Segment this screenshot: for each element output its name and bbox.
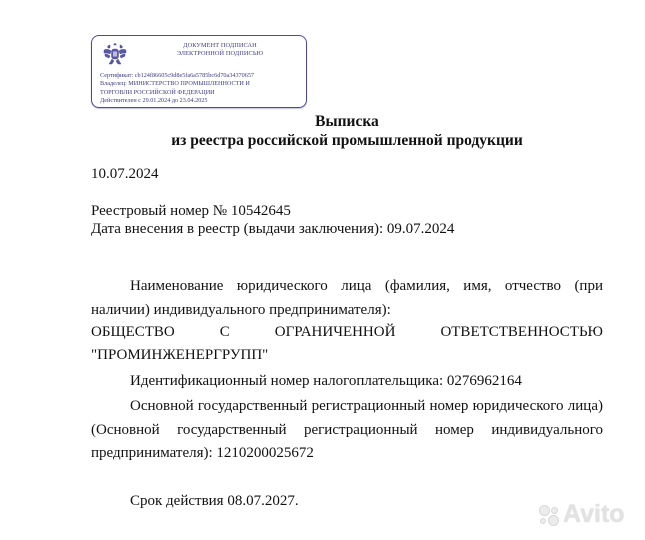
document-date: 10.07.2024: [91, 166, 159, 182]
registry-number: Реестровый номер № 10542645: [91, 203, 291, 219]
entity-name-word: ОБЩЕСТВО: [91, 324, 175, 340]
stamp-header-line2: ЭЛЕКТРОННОЙ ПОДПИСЬЮ: [176, 50, 264, 57]
entity-name-line2: "ПРОМИНЖЕНЕРГРУПП": [91, 347, 269, 363]
avito-dots-icon: [537, 503, 561, 527]
validity-term: Срок действия 08.07.2027.: [130, 493, 299, 509]
stamp-details: [100, 72, 302, 105]
avito-watermark-text: Avito: [563, 500, 625, 528]
avito-watermark: [537, 500, 625, 529]
electronic-signature-stamp: [91, 35, 307, 108]
document-title: Выписка: [315, 113, 379, 130]
registry-date: Дата внесения в реестр (выдачи заключения): 09.07.2024: [91, 221, 455, 237]
entity-name-word: ОТВЕТСТВЕННОСТЬЮ: [440, 324, 603, 340]
stamp-header: [142, 42, 298, 58]
document-subtitle: из реестра российской промышленной продукции: [171, 132, 523, 149]
entity-name-line1: [91, 324, 603, 341]
stamp-owner-line2: ТОРГОВЛИ РОССИЙСКОЙ ФЕДЕРАЦИИ: [100, 88, 215, 96]
stamp-owner-line1: Владелец: МИНИСТЕРСТВО ПРОМЫШЛЕННОСТИ И: [100, 80, 250, 88]
inn-line: Идентификационный номер налогоплательщика: 0276962164: [130, 373, 522, 389]
stamp-certificate: Сертификат: cb124f86605c9d8e5fa6a5785bc6d70a34370657: [100, 72, 255, 79]
ogrn-paragraph: [91, 395, 603, 466]
entity-label-paragraph: [91, 275, 603, 322]
eagle-emblem-icon: [101, 40, 129, 68]
entity-name-word: ОГРАНИЧЕННОЙ: [274, 324, 396, 340]
ogrn-text: Основной государственный регистрационный номер юридического лица) (Основной государственный регистрационный номер индивидуального предпринимателя): 1210200025672: [91, 398, 603, 461]
entity-name-word: С: [219, 324, 230, 340]
entity-label: Наименование юридического лица (фамилия, имя, отчество (при наличии) индивидуального предпринимателя):: [91, 278, 603, 318]
stamp-validity: Действителен с 29.01.2024 до 23.04.2025: [100, 96, 208, 104]
stamp-header-line1: ДОКУМЕНТ ПОДПИСАН: [183, 42, 257, 49]
